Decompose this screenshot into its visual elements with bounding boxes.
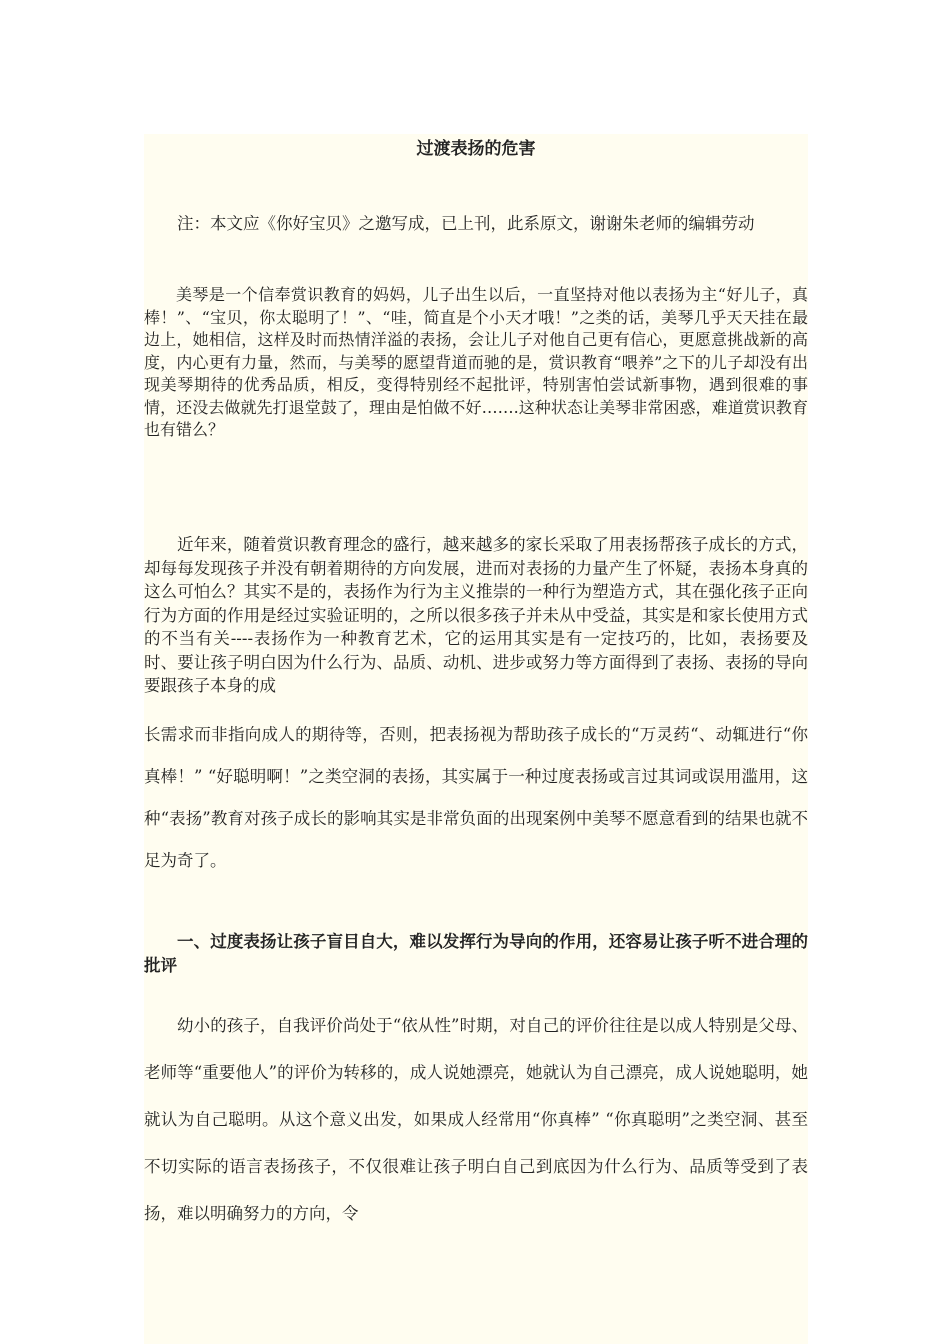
paragraph-1: 美琴是一个信奉赏识教育的妈妈，儿子出生以后，一直坚持对他以表扬为主“好儿子，真棒！”、“宝贝，你太聪明了！”、“哇，简直是个小天才哦！”之类的话，美琴几乎天天挂在最边上，她相信，这样及时而热情洋溢的表扬，会让儿子对他自己更有信心，更愿意挑战新的高度，内心更有力量，然而，与美琴的愿望背道而驰的是，赏识教育“喂养”之下的儿子却没有出现美琴期待的优秀品质，相反，变得特别经不起批评，特别害怕尝试新事物，遇到很难的事情，还没去做就先打退堂鼓了，理由是怕做不好…….这种状态让美琴非常困惑，难道赏识教育也有错么？ — [144, 285, 808, 439]
paragraph-2: 近年来，随着赏识教育理念的盛行，越来越多的家长采取了用表扬帮孩子成长的方式，却每每发现孩子并没有朝着期待的方向发展，进而对表扬的力量产生了怀疑，表扬本身真的这么可怕么？其实不是的，表扬作为行为主义推崇的一种行为塑造方式，其在强化孩子正向行为方面的作用是经过实验证明的，之所以很多孩子并未从中受益，其实是和家长使用方式的不当有关----表扬作为一种教育艺术，它的运用其实是有一定技巧的，比如，表扬要及时、要让孩子明白因为什么行为、品质、动机、进步或努力等方面得到了表扬、表扬的导向要跟孩子本身的成 — [144, 535, 808, 695]
paragraph-3: 幼小的孩子，自我评价尚处于“依从性”时期，对自己的评价往往是以成人特别是父母、老师等“重要他人”的评价为转移的，成人说她漂亮，她就认为自己漂亮，成人说她聪明，她就认为自己聪明。从这个意义出发，如果成人经常用“你真棒” “你真聪明”之类空洞、甚至不切实际的语言表扬孩子，不仅很难让孩子明白自己到底因为什么行为、品质等受到了表扬，难以明确努力的方向，令 — [144, 1016, 808, 1223]
document-title: 过渡表扬的危害 — [416, 139, 536, 159]
paragraph-2-continued: 长需求而非指向成人的期待等，否则，把表扬视为帮助孩子成长的“万灵药“、动辄进行“你真棒！” “好聪明啊！”之类空洞的表扬，其实属于一种过度表扬或言过其词或误用滥用，这种“表扬”教育对孩子成长的影响其实是非常负面的出现案例中美琴不愿意看到的结果也就不足为奇了。 — [144, 725, 808, 870]
editor-note: 注：本文应《你好宝贝》之邀写成，已上刊，此系原文，谢谢朱老师的编辑劳动 — [177, 214, 755, 233]
section-heading-1: 一、过度表扬让孩子盲目自大，难以发挥行为导向的作用，还容易让孩子听不进合理的批评 — [144, 932, 808, 975]
document-page — [144, 134, 808, 1344]
